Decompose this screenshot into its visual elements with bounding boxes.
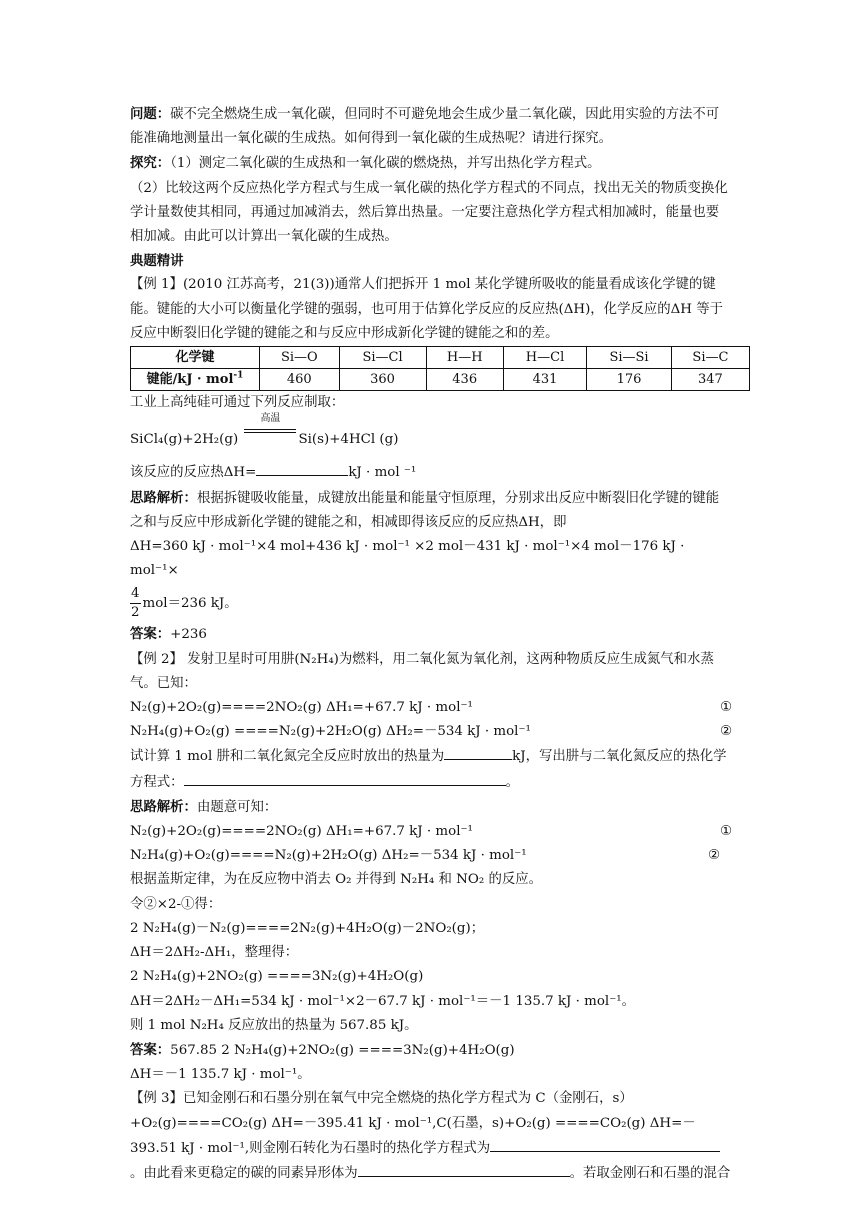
example-1-intro: 【例 1】(2010 江苏高考，21(3))通常人们把拆开 1 mol 某化学键所吸收的能量看成该化学键的键能。键能的大小可以衡量化学键的强弱，也可用于估算化学反应的反应热(ΔH)，化学反应的ΔH 等于反应中断裂旧化学键的键能之和与反应中形成新化学键的键能之和的差。 [130, 277, 724, 341]
analysis-line: 2 N₂H₄(g)－N₂(g)====2N₂(g)+4H₂O(g)－2NO₂(g)； [130, 920, 485, 936]
example-2-equation-1: N₂(g)+2O₂(g)====2NO₂(g) ΔH₁=+67.7 kJ · mol⁻¹ ① [130, 700, 732, 716]
condition-label: 高温 [260, 413, 281, 425]
table-row-label: 键能/kJ · mol$^{-1}$ [131, 369, 260, 391]
transformation-answer-blank[interactable] [490, 1136, 720, 1152]
section-title: 典题精讲 [130, 253, 184, 270]
table-cell: 436 [426, 369, 503, 391]
example-1-calculation-end: $\frac{4}{2}$ mol＝236 kJ。 [131, 586, 238, 621]
fraction: $\frac{4}{2}$ [131, 586, 140, 621]
problem-text: 碳不完全燃烧生成一氧化碳，但同时不可避免地会生成少量二氧化碳，因此用实验的方法不可能准确地测量出一氧化碳的生成热。如何得到一氧化碳的生成热呢？请进行探究。 [130, 107, 720, 147]
table-header-cell: 化学键 [131, 347, 260, 369]
table-row [131, 369, 750, 391]
analysis-equation-2: N₂H₄(g)+O₂(g)====N₂(g)+2H₂O(g) ΔH₂=－534 kJ · mol⁻¹ ② [130, 848, 720, 864]
table-cell: 431 [503, 369, 586, 391]
table-cell: 460 [260, 369, 340, 391]
table-header-cell: Si—Cl [339, 347, 426, 369]
equation-left: SiCl₄(g)+2H₂(g) [130, 432, 243, 448]
explore-label: 探究： [130, 155, 171, 172]
table-cell: 360 [339, 369, 426, 391]
after-table-text: 工业上高纯硅可通过下列反应制取： [130, 395, 345, 411]
example-1-answer: 答案：+236 [130, 626, 207, 643]
table-cell: 347 [671, 369, 749, 391]
analysis-line: 则 1 mol N₂H₄ 反应放出的热量为 567.85 kJ。 [130, 1017, 418, 1033]
example-1-calculation: ΔH=360 kJ · mol⁻¹×4 mol+436 kJ · mol⁻¹ ×2 mol－431 kJ · mol⁻¹×4 mol－176 kJ · mol⁻¹× [130, 539, 685, 579]
table-header-cell: H—Cl [503, 347, 586, 369]
table-header-cell: Si—Si [587, 347, 672, 369]
bond-energy-table [130, 346, 750, 391]
example-3-intro: 【例 3】已知金刚石和石墨分别在氧气中完全燃烧的热化学方程式为 C（金刚石，s）+O₂(g)====CO₂(g) ΔH=－395.41 kJ · mol⁻¹,C(石墨，s)+O₂(g) ====CO₂(g) ΔH=－393.51 kJ · mol⁻¹,则金刚石转化为石墨时的热化学方程式为。由此看来更稳定的碳的同素异形体为 。若取金刚石和石墨的混合 [130, 1091, 731, 1181]
example-2-answer-2: ΔH＝－1 135.7 kJ · mol⁻¹。 [130, 1067, 311, 1083]
equation-right: Si(s)+4HCl (g) [298, 432, 399, 448]
answer-blank[interactable] [256, 460, 348, 476]
problem-label: 问题： [130, 106, 171, 122]
heat-answer-blank[interactable] [444, 744, 512, 760]
document-page [130, 102, 732, 1186]
table-header-cell: Si—C [671, 347, 749, 369]
analysis-line: ΔH＝2ΔH₂-ΔH₁，整理得： [130, 945, 299, 961]
example-1-analysis: 思路解析：根据拆键吸收能量，成键放出能量和能量守恒原理，分别求出反应中断裂旧化学键的键能之和与反应中形成新化学键的键能之和，相减即得该反应的反应热ΔH，即 [130, 489, 720, 530]
table-header-cell: Si—O [260, 347, 340, 369]
example-2-equation-2: N₂H₄(g)+O₂(g) ====N₂(g)+2H₂O(g) ΔH₂=－534 kJ · mol⁻¹ ② [130, 724, 732, 740]
analysis-line: 2 N₂H₄(g)+2NO₂(g) ====3N₂(g)+4H₂O(g) [130, 969, 424, 985]
table-cell: 176 [587, 369, 672, 391]
condition-equals-sign [242, 413, 298, 443]
table-header-row [131, 347, 750, 369]
example-2-analysis: 思路解析：由题意可知： [130, 798, 278, 815]
analysis-line: ΔH＝2ΔH₂－ΔH₁=534 kJ · mol⁻¹×2－67.7 kJ · mol⁻¹＝－1 135.7 kJ · mol⁻¹。 [130, 993, 636, 1009]
analysis-equation-1: N₂(g)+2O₂(g)====2NO₂(g) ΔH₁=+67.7 kJ · mol⁻¹ ① [130, 824, 732, 840]
equation-answer-blank[interactable] [184, 770, 506, 786]
example-2-intro: 【例 2】 发射卫星时可用肼(N₂H₄)为燃料，用二氧化氮为氧化剂，这两种物质反应生成氮气和水蒸气。已知： [130, 651, 714, 691]
table-header-cell: H—H [426, 347, 503, 369]
analysis-line: 令②×2-①得： [130, 896, 222, 912]
problem-paragraph [130, 102, 732, 151]
explore-paragraph-1 [130, 151, 732, 176]
explore-line-1: （1）测定二氧化碳的生成热和一氧化碳的燃烧热，并写出热化学方程式。 [170, 156, 601, 172]
example-1-question: 该反应的反应热ΔH= kJ · mol ⁻¹ [130, 460, 732, 485]
allotrope-answer-blank[interactable] [358, 1161, 570, 1177]
example-2-answer: 答案：567.85 2 N₂H₄(g)+2NO₂(g) ====3N₂(g)+4H₂O(g) [130, 1041, 515, 1058]
explore-paragraph-2: （2）比较这两个反应热化学方程式与生成一氧化碳的热化学方程式的不同点，找出无关的物质变换化学计量数使其相同，再通过加减消去，然后算出热量。一定要注意热化学方程式相加减时，能量也要相加减。由此可以计算出一氧化碳的生成热。 [130, 180, 728, 245]
example-2-question: 试计算 1 mol 肼和二氧化氮完全反应时放出的热量为 kJ，写出肼与二氧化氮反应的热化学方程式： 。 [130, 744, 732, 794]
analysis-line: 根据盖斯定律，为在反应物中消去 O₂ 并得到 N₂H₄ 和 NO₂ 的反应。 [130, 872, 543, 888]
silicon-equation [130, 413, 732, 452]
